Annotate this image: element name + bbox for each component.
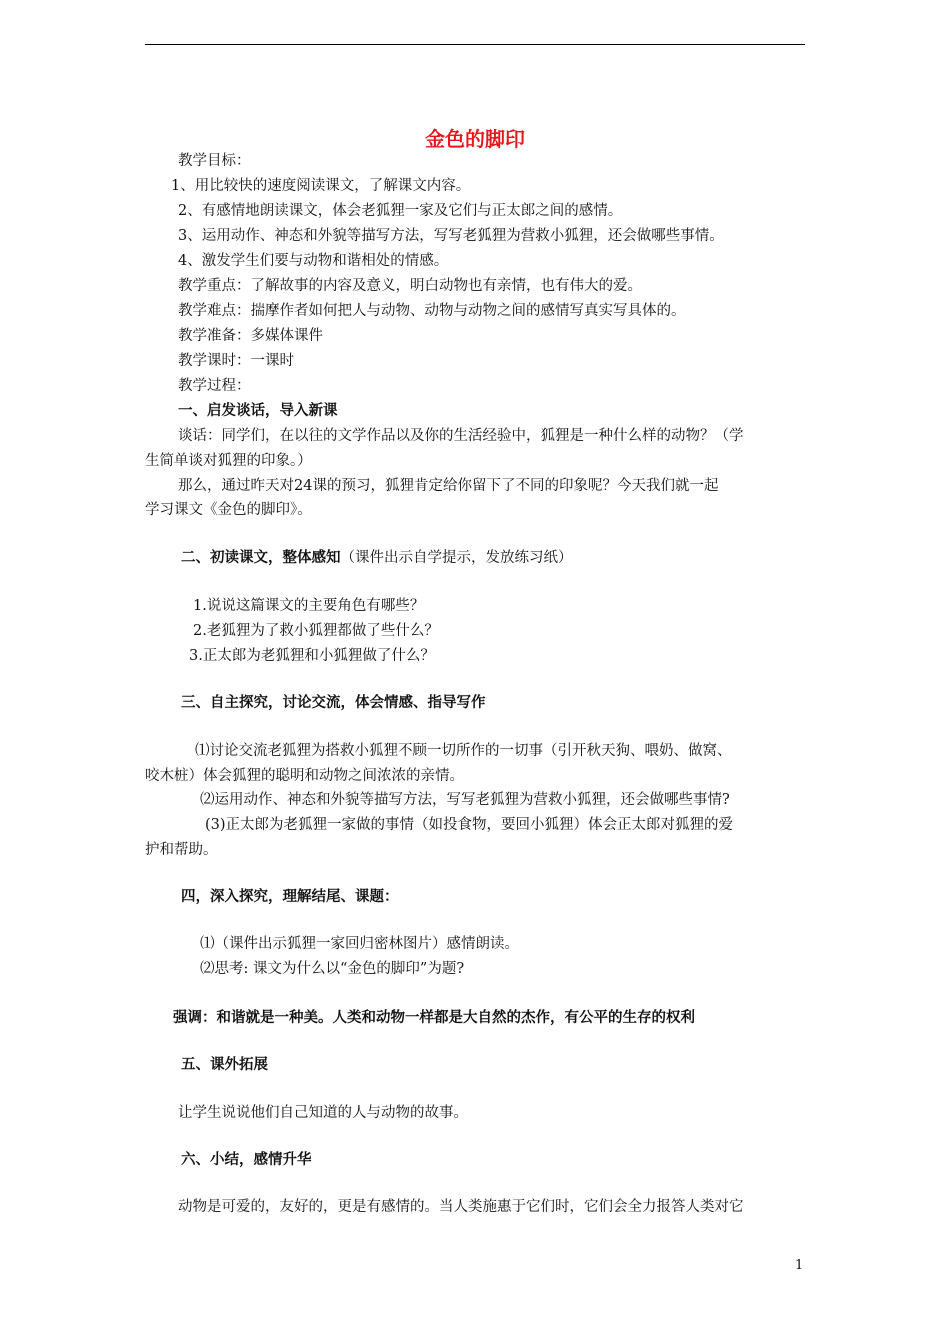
objective-item: 3、运用动作、神态和外貌等描写方法，写写老狐狸为营救小狐狸，还会做哪些事情。 <box>178 228 724 244</box>
process-label: 教学过程： <box>178 378 251 394</box>
section-5-text: 让学生说说他们自己知道的人与动物的故事。 <box>178 1105 468 1121</box>
objective-item: 1、用比较快的速度阅读课文，了解课文内容。 <box>171 178 471 194</box>
objective-item: 4、激发学生们要与动物和谐相处的情感。 <box>178 253 449 269</box>
section-1-paragraph: 生简单谈对狐狸的印象。） <box>145 453 312 469</box>
question-item: 1.说说这篇课文的主要角色有哪些？ <box>193 598 425 614</box>
section-3-item: 护和帮助。 <box>145 842 218 858</box>
section-4-heading: 四，深入探究，理解结尾、课题： <box>181 889 399 905</box>
section-5-heading: 五、课外拓展 <box>181 1057 268 1073</box>
question-item: 3.正太郎为老狐狸和小狐狸做了什么？ <box>189 648 435 664</box>
section-4-item: ⑵思考: 课文为什么以“金色的脚印”为题? <box>200 961 465 977</box>
key-point: 教学重点：了解故事的内容及意义，明白动物也有亲情，也有伟大的爱。 <box>178 278 642 294</box>
section-3-item: ⑵运用动作、神态和外貌等描写方法，写写老狐狸为营救小狐狸，还会做哪些事情? <box>200 792 730 808</box>
section-2-heading-line <box>181 548 573 568</box>
section-2-heading: 二、初读课文，整体感知 <box>181 550 341 566</box>
section-2-note: （课件出示自学提示，发放练习纸） <box>340 550 573 566</box>
periods: 教学课时：一课时 <box>178 353 294 369</box>
section-4-item: ⑴（课件出示狐狸一家回归密林图片）感情朗读。 <box>200 936 519 952</box>
objective-item: 2、有感情地朗读课文，体会老狐狸一家及它们与正太郎之间的感情。 <box>178 203 623 219</box>
header-rule <box>145 44 805 45</box>
section-3-item: (3)正太郎为老狐狸一家做的事情（如投食物，要回小狐狸）体会正太郎对狐狸的爱 <box>205 817 734 833</box>
page-number: 1 <box>795 1258 804 1273</box>
section-1-heading: 一、启发谈话，导入新课 <box>178 403 338 419</box>
preparation: 教学准备：多媒体课件 <box>178 328 323 344</box>
emphasis-line: 强调：和谐就是一种美。人类和动物一样都是大自然的杰作，有公平的生存的权利 <box>173 1010 695 1026</box>
section-1-paragraph: 那么，通过昨天对24课的预习，狐狸肯定给你留下了不同的印象呢？今天我们就一起 <box>178 478 719 494</box>
section-1-paragraph: 谈话：同学们，在以往的文学作品以及你的生活经验中，狐狸是一种什么样的动物？（学 <box>178 428 744 444</box>
objectives-label: 教学目标： <box>178 153 251 169</box>
section-3-item: ⑴讨论交流老狐狸为搭救小狐狸不顾一切所作的一切事（引开秋天狗、喂奶、做窝、 <box>195 743 732 759</box>
difficulty: 教学难点：揣摩作者如何把人与动物、动物与动物之间的感情写真实写具体的。 <box>178 303 686 319</box>
document-title: 金色的脚印 <box>425 127 525 151</box>
section-3-heading: 三、自主探究，讨论交流，体会情感、指导写作 <box>181 695 486 711</box>
section-6-heading: 六、小结，感情升华 <box>181 1152 312 1168</box>
question-item: 2.老狐狸为了救小狐狸都做了些什么？ <box>193 623 439 639</box>
section-6-text: 动物是可爱的，友好的，更是有感情的。当人类施惠于它们时，它们会全力报答人类对它 <box>178 1199 744 1215</box>
section-3-item: 咬木桩）体会狐狸的聪明和动物之间浓浓的亲情。 <box>145 768 464 784</box>
section-1-paragraph: 学习课文《金色的脚印》。 <box>145 502 312 518</box>
